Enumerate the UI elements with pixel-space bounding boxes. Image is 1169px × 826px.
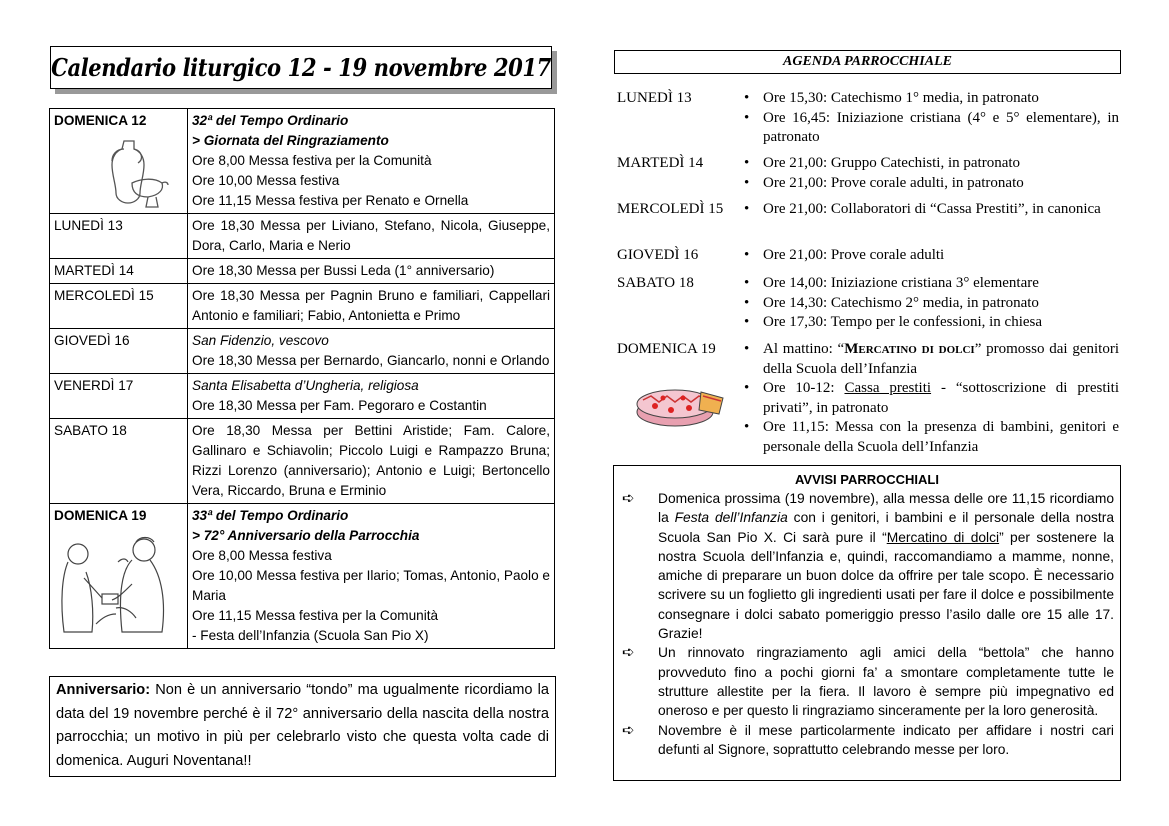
agenda-item: • Al mattino: “Mercatino di dolci” promosso dai genitori della Scuola dell’Infanzia bbox=[741, 340, 1119, 379]
day-details bbox=[188, 374, 555, 419]
agenda-item: • Ore 10-12: Cassa prestiti - “sottoscrizione di prestiti privati”, in patronato bbox=[741, 379, 1119, 418]
agenda-day-label: GIOVEDÌ 16 bbox=[617, 247, 699, 263]
saint-name: Santa Elisabetta d’Ungheria, religiosa bbox=[192, 378, 419, 393]
liturgy-title: 32ª del Tempo Ordinario bbox=[192, 113, 349, 128]
mass-line: Ore 10,00 Messa festiva bbox=[192, 173, 340, 188]
avviso-item: ➪ Domenica prossima (19 novembre), alla messa delle ore 11,15 ricordiamo la Festa dell’Infanzia con i genitori, i bambini e il personale della nostra Scuola San Pio X. Ci sarà pure il “Mercatino di dolci” per sostenere la nostra Scuola dell’Infanzia e, quindi, raccomandiamo a mamme, nonne, amiche di preparare un buon dolce da offrire per tale scopo. È necessario scrivere su un foglietto gli ingredienti usati per fare il dolce e possibilmente consegnare i dolci sabato pomeriggio presso l’asilo dalle ore 15 alle 17. Grazie! bbox=[622, 490, 1114, 642]
agenda-day-label: MARTEDÌ 14 bbox=[617, 155, 704, 171]
mass-line: Ore 8,00 Messa festiva per la Comunità bbox=[192, 153, 432, 168]
day-cell: GIOVEDÌ 16 bbox=[50, 329, 188, 374]
cake-icon bbox=[631, 370, 727, 434]
day-details bbox=[188, 329, 555, 374]
day-details bbox=[188, 109, 555, 214]
anniversary-label: Anniversario: bbox=[56, 682, 151, 698]
liturgical-table bbox=[49, 108, 555, 649]
agenda-item: • Ore 16,45: Iniziazione cristiana (4° e 5° elementare), in patronato bbox=[741, 109, 1119, 148]
agenda-item: • Ore 17,30: Tempo per le confessioni, in chiesa bbox=[741, 313, 1119, 333]
saint-name: San Fidenzio, vescovo bbox=[192, 333, 329, 348]
arrow-right-icon: ➪ bbox=[622, 644, 635, 662]
agenda-day-label: LUNEDÌ 13 bbox=[617, 90, 692, 106]
mass-line: - Festa dell’Infanzia (Scuola San Pio X) bbox=[192, 628, 429, 643]
table-row bbox=[50, 419, 555, 504]
mass-line: Ore 18,30 Messa per Bussi Leda (1° anniversario) bbox=[188, 259, 555, 284]
agenda-item: • Ore 11,15: Messa con la presenza di bambini, genitori e personale della Scuola dell’Infanzia bbox=[741, 418, 1119, 457]
day-cell: SABATO 18 bbox=[50, 419, 188, 504]
table-row bbox=[50, 374, 555, 419]
avviso-item: ➪ Un rinnovato ringraziamento agli amici della “bettola” che hanno provveduto fino a pochi giorni fa’ a smontare completamente tutte le strutture allestite per la fiera. Il lavoro è sempre più impegnativo ed oneroso e per questo li ringraziamo sinceramente per la loro generosità. bbox=[622, 644, 1114, 719]
agenda-item: • Ore 21,00: Gruppo Catechisti, in patronato bbox=[741, 154, 1119, 174]
agenda-item: • Ore 15,30: Catechismo 1° media, in patronato bbox=[741, 89, 1119, 109]
day-details bbox=[188, 504, 555, 649]
liturgy-subtitle: > Giornata del Ringraziamento bbox=[192, 133, 389, 148]
mass-line: Ore 18,30 Messa per Liviano, Stefano, Nicola, Giuseppe, Dora, Carlo, Maria e Nerio bbox=[188, 214, 555, 259]
table-row bbox=[50, 214, 555, 259]
mercatino-label: Mercatino di dolci bbox=[844, 341, 975, 357]
mass-line: Ore 18,30 Messa per Bettini Aristide; Fam. Calore, Gallinaro e Schiavolin; Piccolo Luigi e Rampazzo Bruna; Rizzi Lorenzo (anniversario); Antonio e Luigi; Bertoncello Vera, Riccardo, Bruna e Erminio bbox=[188, 419, 555, 504]
mass-line: Ore 18,30 Messa per Fam. Pegoraro e Costantin bbox=[192, 398, 487, 413]
agenda-day-label: SABATO 18 bbox=[617, 275, 694, 291]
table-row bbox=[50, 329, 555, 374]
day-label: DOMENICA 19 bbox=[54, 508, 147, 523]
arrow-right-icon: ➪ bbox=[622, 490, 635, 507]
agenda-item: • Ore 21,00: Prove corale adulti bbox=[741, 246, 1119, 266]
cassa-prestiti-label: Cassa prestiti bbox=[844, 380, 932, 396]
calendar-title: Calendario liturgico 12 - 19 novembre 2017 bbox=[51, 53, 551, 82]
day-label: DOMENICA 12 bbox=[54, 113, 147, 128]
mass-line: Ore 11,15 Messa festiva per la Comunità bbox=[192, 608, 439, 623]
arrow-right-icon: ➪ bbox=[622, 721, 635, 739]
calendar-title-box bbox=[50, 46, 552, 89]
table-row bbox=[50, 259, 555, 284]
anniversary-text: Non è un anniversario “tondo” ma ugualmente ricordiamo la data del 19 novembre perché è il 72° anniversario della nascita della nostra parrocchia; un motivo in più per celebrarlo visto che questa volta cade di domenica. Auguri Noventana!! bbox=[56, 682, 549, 769]
agenda-item: • Ore 14,00: Iniziazione cristiana 3° elementare bbox=[741, 274, 1119, 294]
table-row bbox=[50, 284, 555, 329]
mass-line: Ore 10,00 Messa festiva per Ilario; Tomas, Antonio, Paolo e Maria bbox=[192, 568, 550, 603]
day-cell: VENERDÌ 17 bbox=[50, 374, 188, 419]
avvisi-box bbox=[613, 465, 1121, 781]
table-row bbox=[50, 504, 555, 649]
day-cell: MARTEDÌ 14 bbox=[50, 259, 188, 284]
day-cell: LUNEDÌ 13 bbox=[50, 214, 188, 259]
mass-line: Ore 11,15 Messa festiva per Renato e Ornella bbox=[192, 193, 469, 208]
jug-and-lamp-icon bbox=[102, 135, 172, 211]
day-cell: MERCOLEDÌ 15 bbox=[50, 284, 188, 329]
mass-line: Ore 8,00 Messa festiva bbox=[192, 548, 332, 563]
agenda-item: • Ore 21,00: Prove corale adulti, in patronato bbox=[741, 174, 1119, 194]
agenda-item: • Ore 14,30: Catechismo 2° media, in patronato bbox=[741, 294, 1119, 314]
day-cell bbox=[50, 109, 188, 214]
mercatino-link: Mercatino di dolci bbox=[886, 529, 1000, 545]
agenda-day-label: MERCOLEDÌ 15 bbox=[617, 201, 724, 217]
avvisi-title: AVVISI PARROCCHIALI bbox=[795, 472, 939, 487]
table-row bbox=[50, 109, 555, 214]
agenda-title: AGENDA PARROCCHIALE bbox=[614, 50, 1121, 74]
liturgy-title: 33ª del Tempo Ordinario bbox=[192, 508, 349, 523]
disciples-illustration-icon bbox=[56, 528, 174, 646]
liturgy-subtitle: > 72° Anniversario della Parrocchia bbox=[192, 528, 420, 543]
day-cell bbox=[50, 504, 188, 649]
mass-line: Ore 18,30 Messa per Bernardo, Giancarlo, nonni e Orlando bbox=[192, 353, 550, 368]
agenda-item: • Ore 21,00: Collaboratori di “Cassa Prestiti”, in canonica bbox=[741, 200, 1119, 220]
mass-line: Ore 18,30 Messa per Pagnin Bruno e familiari, Cappellari Antonio e familiari; Fabio, Antonietta e Primo bbox=[188, 284, 555, 329]
agenda-day-label: DOMENICA 19 bbox=[617, 341, 716, 357]
anniversary-box bbox=[49, 676, 556, 777]
avviso-item: ➪ Novembre è il mese particolarmente indicato per affidare i nostri cari defunti al Signore, soprattutto celebrando messe per loro. bbox=[622, 721, 1114, 757]
